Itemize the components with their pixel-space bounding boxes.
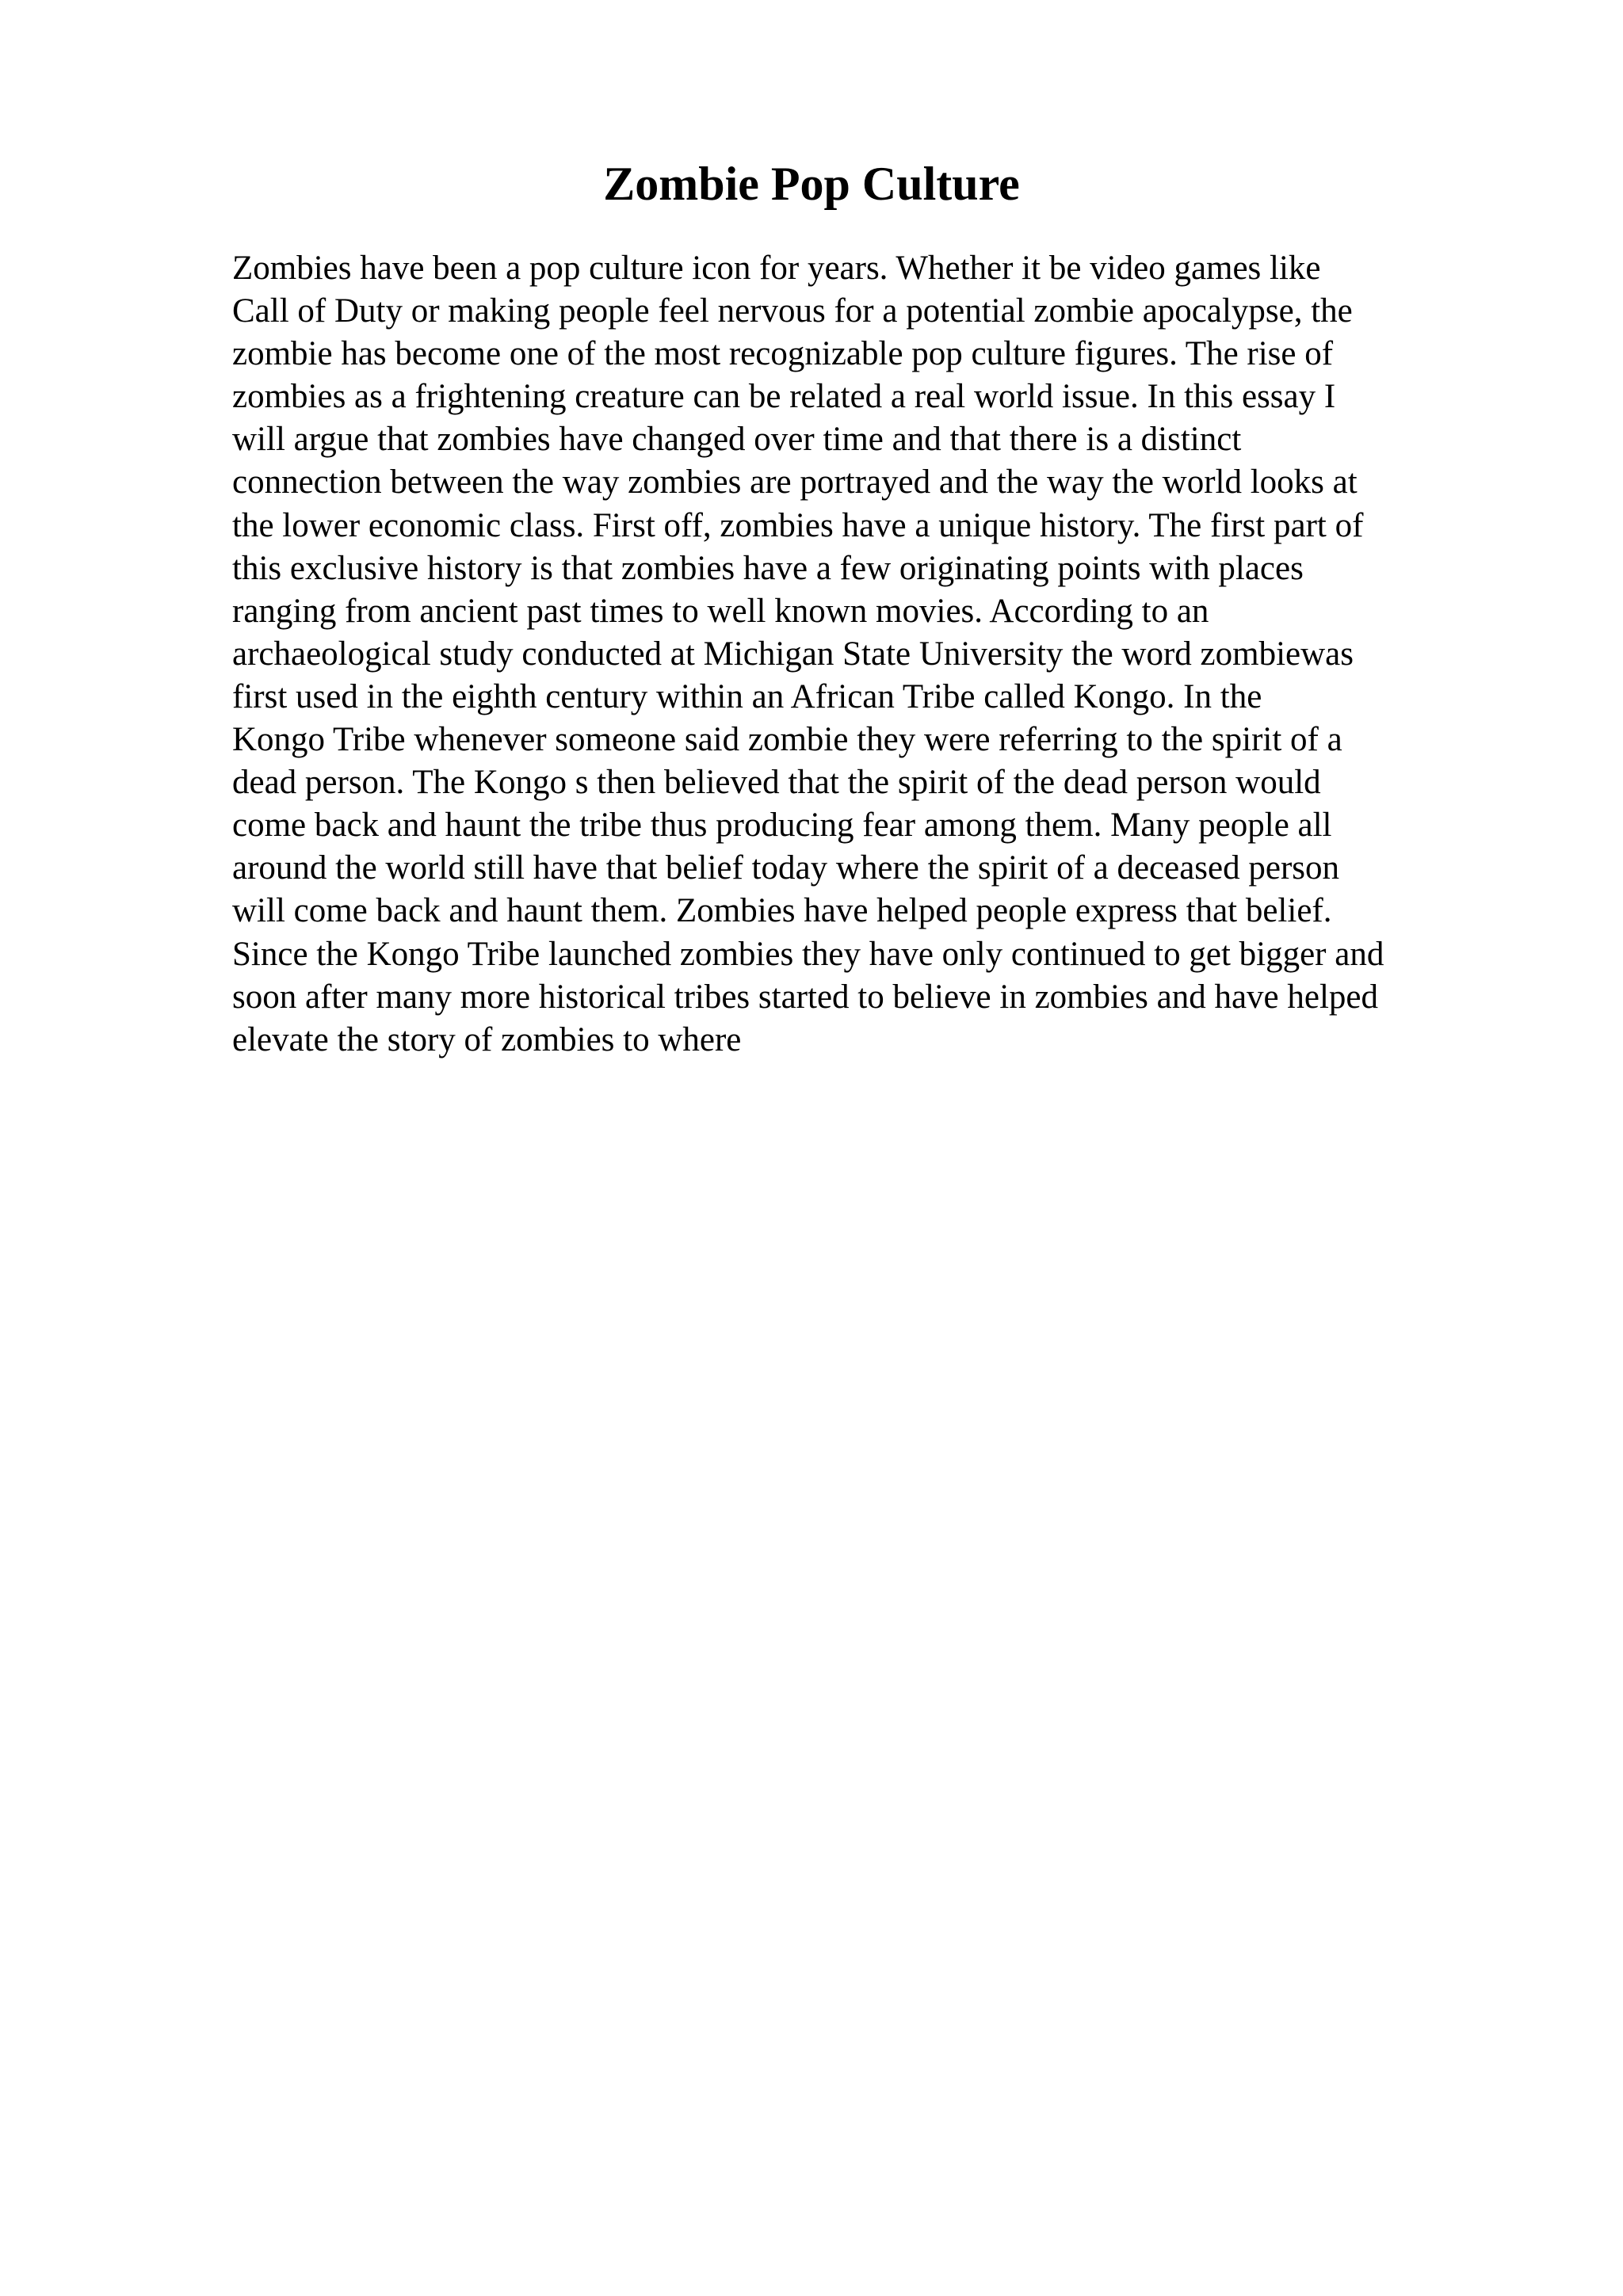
body-line-11: first used in the eighth century within an African Tribe called Kongo. In the [232,677,1262,715]
body-line-3: zombie has become one of the most recognizable pop culture figures. The rise of [232,335,1334,373]
body-line-7: the lower economic class. First off, zombies have a unique history. The first part of [232,506,1364,544]
body-line-5: will argue that zombies have changed over time and that there is a distinct [232,421,1242,459]
body-line-13: dead person. The Kongo s then believed that the spirit of the dead person would [232,764,1321,802]
body-line-9: ranging from ancient past times to well known movies. According to an [232,592,1209,630]
body-line-16: will come back and haunt them. Zombies have helped people express that belief. [232,892,1332,930]
body-line-18: soon after many more historical tribes started to believe in zombies and have helped [232,978,1379,1016]
body-line-19: elevate the story of zombies to where [232,1020,742,1058]
body-line-6: connection between the way zombies are portrayed and the way the world looks at [232,463,1358,502]
document-title: Zombie Pop Culture [603,158,1020,210]
body-line-17: Since the Kongo Tribe launched zombies they have only continued to get bigger and [232,935,1384,973]
body-line-2: Call of Duty or making people feel nervous for a potential zombie apocalypse, the [232,292,1353,330]
document-body [232,247,1516,1062]
body-line-12: Kongo Tribe whenever someone said zombie they were referring to the spirit of a [232,721,1342,759]
body-line-4: zombies as a frightening creature can be related a real world issue. In this essay I [232,378,1336,416]
body-line-1: Zombies have been a pop culture icon for years. Whether it be video games like [232,250,1321,287]
body-line-8: this exclusive history is that zombies have a few originating points with places [232,549,1304,587]
body-line-15: around the world still have that belief today where the spirit of a deceased person [232,849,1340,887]
body-line-14: come back and haunt the tribe thus producing fear among them. Many people all [232,807,1332,845]
body-line-10: archaeological study conducted at Michigan State University the word zombiewas [232,635,1354,673]
